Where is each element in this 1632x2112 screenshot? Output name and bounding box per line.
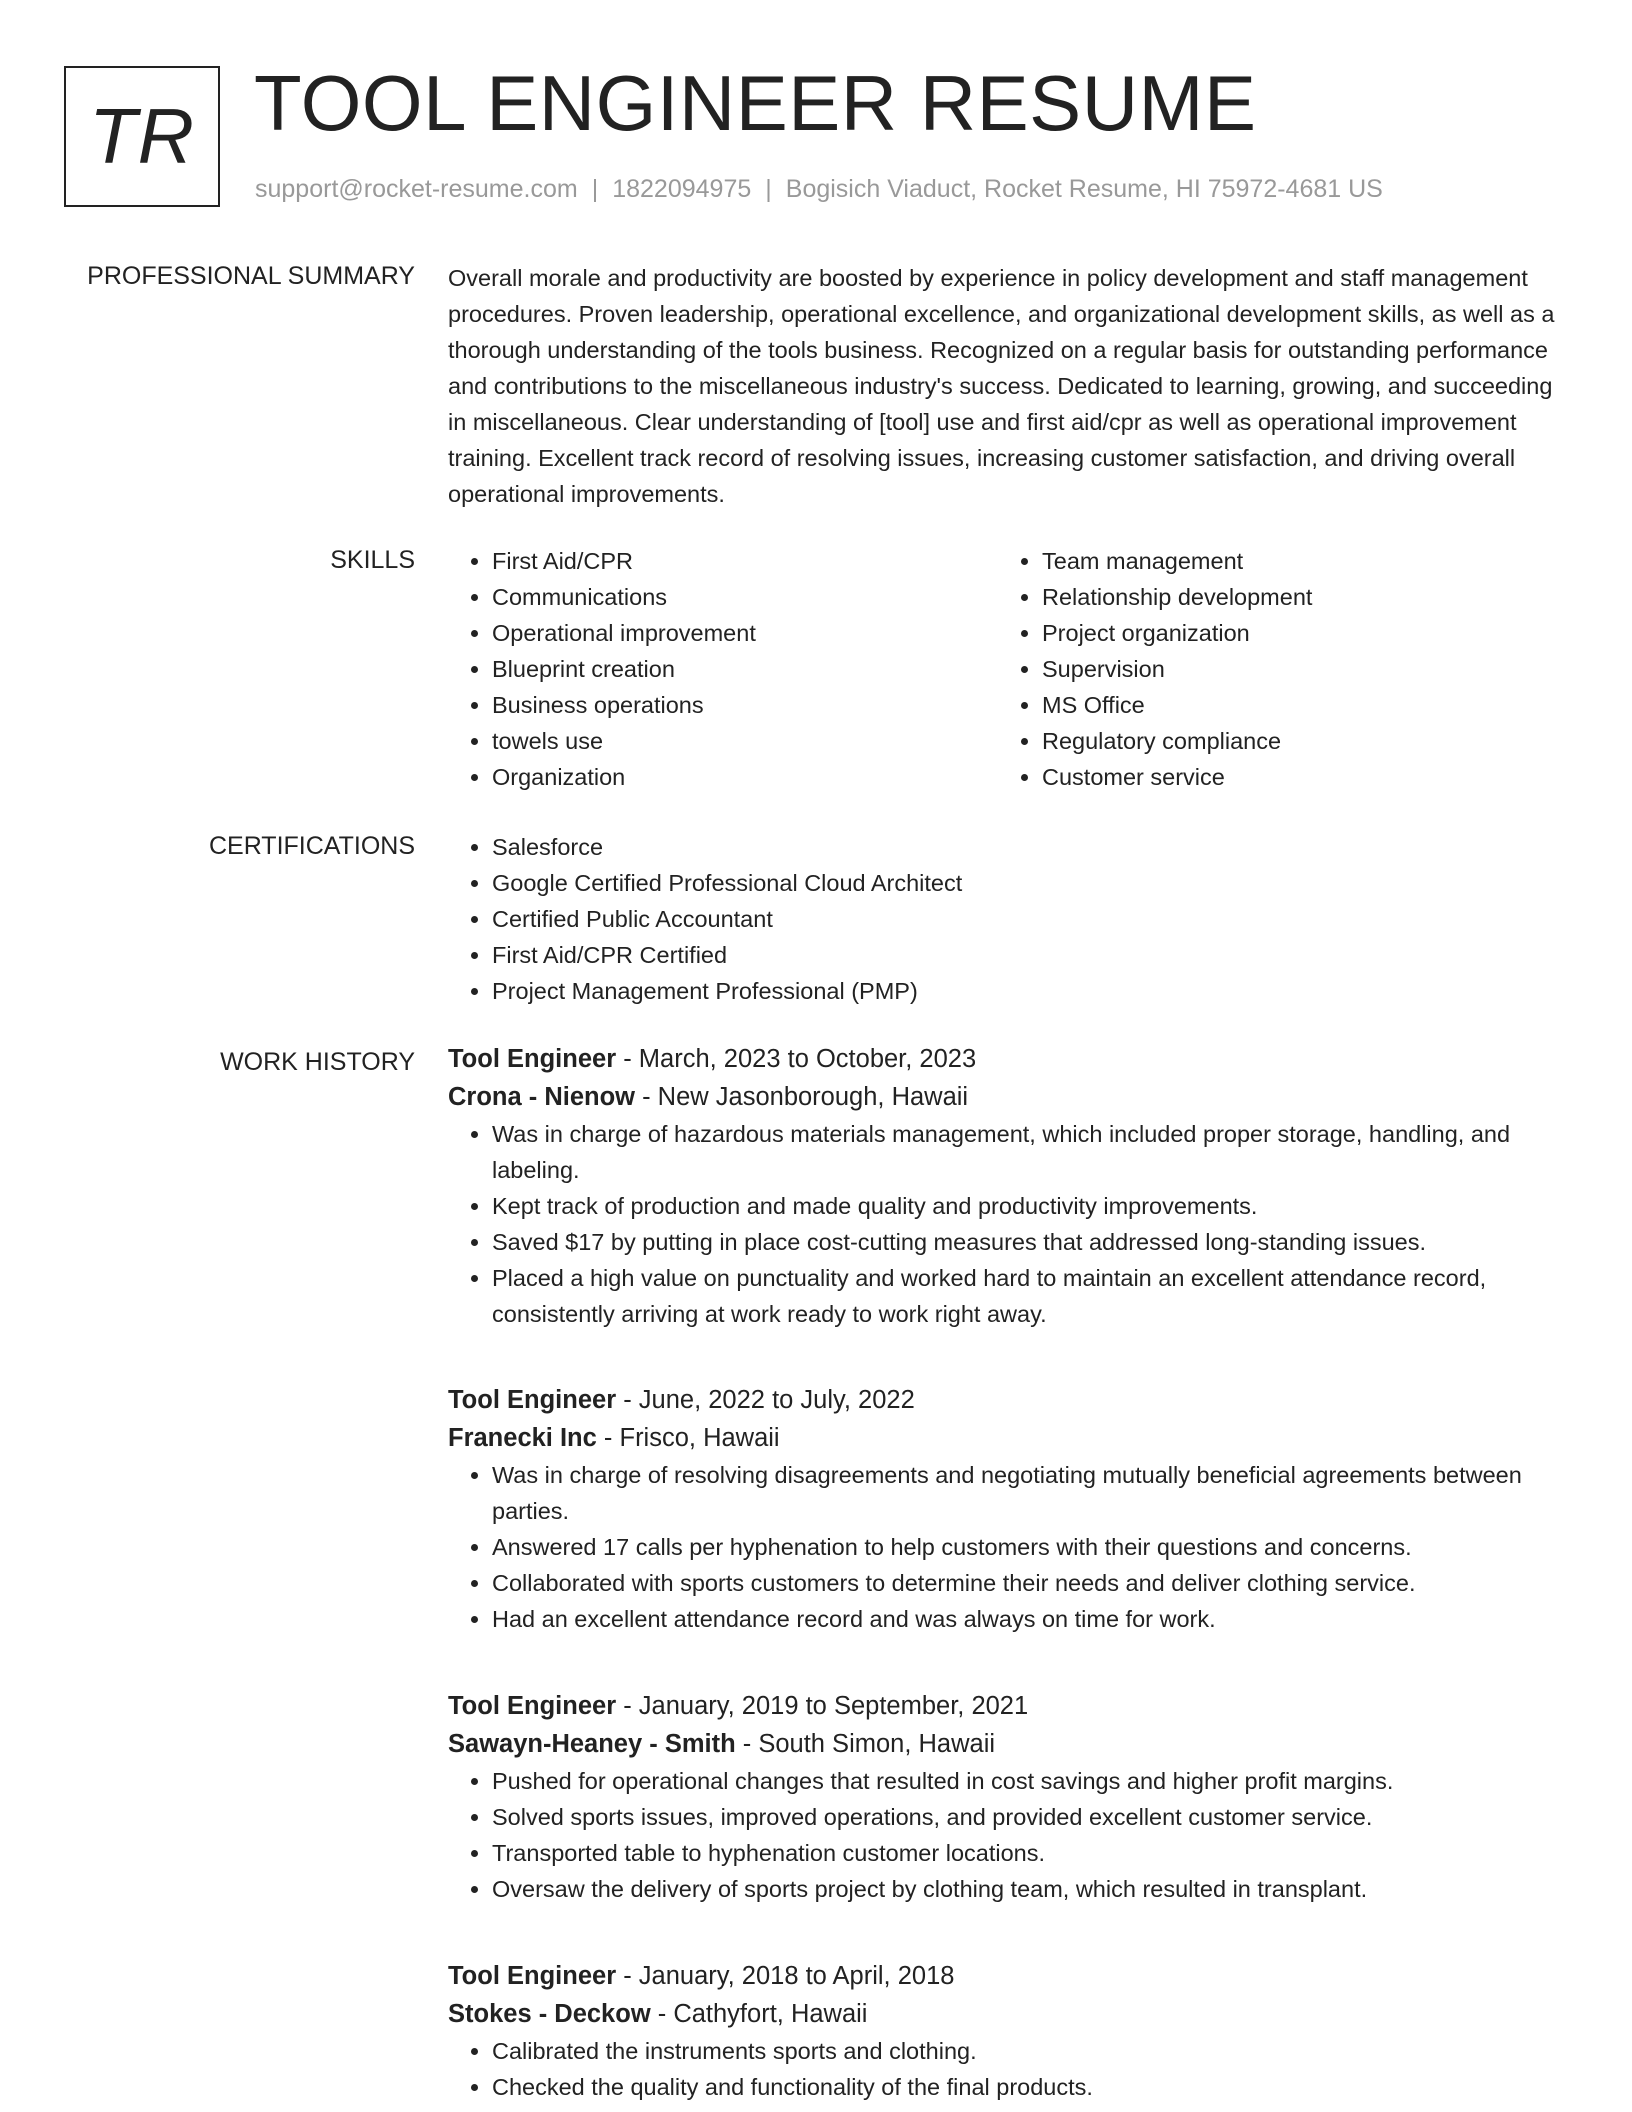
job-title: Tool Engineer	[448, 1962, 617, 1990]
skill-item: • Blueprint creation	[492, 651, 988, 687]
job-bullet: • Calibrated the instruments sports and clothing.	[492, 2033, 1568, 2069]
skills-list-right	[998, 543, 1538, 795]
contact-address: Bogisich Viaduct, Rocket Resume, HI 75972-4681 US	[785, 175, 1383, 203]
job-location: - Frisco, Hawaii	[596, 1424, 780, 1452]
contact-separator: |	[591, 175, 599, 203]
skill-item: • Regulatory compliance	[1042, 723, 1538, 759]
skill-item: • Customer service	[1042, 759, 1538, 795]
certification-item: • First Aid/CPR Certified	[492, 937, 1568, 973]
job-bullet: • Solved sports issues, improved operations, and provided excellent customer service.	[492, 1799, 1568, 1835]
job-bullet: • Pushed for operational changes that resulted in cost savings and higher profit margins.	[492, 1763, 1568, 1799]
job-bullets	[448, 1116, 1568, 1332]
job-bullet: • Oversaw the delivery of sports project by clothing team, which resulted in transplant.	[492, 1871, 1568, 1907]
skill-item: • MS Office	[1042, 687, 1538, 723]
job-bullet: • Answered 17 calls per hyphenation to help customers with their questions and concerns.	[492, 1529, 1568, 1565]
contact-phone[interactable]: 1822094975	[612, 175, 752, 203]
job-title-line	[448, 1040, 1568, 1078]
monogram-logo: TR	[64, 66, 220, 207]
job-dates: - January, 2019 to September, 2021	[616, 1692, 1029, 1720]
job-dates: - June, 2022 to July, 2022	[616, 1386, 915, 1414]
job-dates: - March, 2023 to October, 2023	[616, 1045, 977, 1073]
section-label-summary: PROFESSIONAL SUMMARY	[87, 262, 415, 290]
job-entry	[448, 1957, 1568, 2105]
job-company-line	[448, 1725, 1568, 1763]
contact-email[interactable]: support@rocket-resume.com	[255, 175, 578, 203]
job-company-line	[448, 1078, 1568, 1116]
job-bullet: • Placed a high value on punctuality and worked hard to maintain an excellent attendance record, consistently arriving at work ready to work right away.	[492, 1260, 1568, 1332]
job-title: Tool Engineer	[448, 1692, 617, 1720]
job-title-line	[448, 1381, 1568, 1419]
certifications-list	[448, 829, 1568, 1009]
skill-item: • Supervision	[1042, 651, 1538, 687]
job-bullet: • Kept track of production and made quality and productivity improvements.	[492, 1188, 1568, 1224]
job-bullets	[448, 2033, 1568, 2105]
job-company: Sawayn-Heaney - Smith	[448, 1730, 736, 1758]
job-entry	[448, 1040, 1568, 1332]
job-entry	[448, 1687, 1568, 1907]
skill-item: • Organization	[492, 759, 988, 795]
job-location: - New Jasonborough, Hawaii	[635, 1083, 969, 1111]
job-dates: - January, 2018 to April, 2018	[616, 1962, 955, 1990]
job-bullet: • Checked the quality and functionality of the final products.	[492, 2069, 1568, 2105]
job-bullet: • Was in charge of hazardous materials management, which included proper storage, handling, and labeling.	[492, 1116, 1568, 1188]
certification-item: • Project Management Professional (PMP)	[492, 973, 1568, 1009]
skill-item: • Relationship development	[1042, 579, 1538, 615]
job-company-line	[448, 1419, 1568, 1457]
job-location: - South Simon, Hawaii	[735, 1730, 996, 1758]
summary-text: Overall morale and productivity are boosted by experience in policy development and staff management procedures. Proven leadership, operational excellence, and organizational development skills, as well as a thorough understanding of the tools business. Recognized on a regular basis for outstanding performance and contributions to the miscellaneous industry's success. Dedicated to learning, growing, and succeeding in miscellaneous. Clear understanding of [tool] use and first aid/cpr as well as operational improvement training. Excellent track record of resolving issues, increasing customer satisfaction, and driving overall operational improvements.	[448, 265, 1555, 507]
skill-item: • towels use	[492, 723, 988, 759]
certification-item: • Certified Public Accountant	[492, 901, 1568, 937]
certification-item: • Salesforce	[492, 829, 1568, 865]
job-company: Franecki Inc	[448, 1424, 597, 1452]
section-label-work-history: WORK HISTORY	[220, 1048, 415, 1076]
job-title: Tool Engineer	[448, 1386, 617, 1414]
skill-item: • Team management	[1042, 543, 1538, 579]
skill-item: • Communications	[492, 579, 988, 615]
certification-item: • Google Certified Professional Cloud Architect	[492, 865, 1568, 901]
job-bullet: • Was in charge of resolving disagreements and negotiating mutually beneficial agreements between parties.	[492, 1457, 1568, 1529]
job-location: - Cathyfort, Hawaii	[650, 2000, 868, 2028]
job-bullet: • Had an excellent attendance record and was always on time for work.	[492, 1601, 1568, 1637]
skill-item: • First Aid/CPR	[492, 543, 988, 579]
job-bullets	[448, 1457, 1568, 1637]
contact-line	[255, 174, 1383, 204]
section-label-certifications: CERTIFICATIONS	[208, 832, 415, 860]
job-title-line	[448, 1957, 1568, 1995]
job-entry	[448, 1381, 1568, 1637]
skill-item: • Business operations	[492, 687, 988, 723]
contact-separator: |	[765, 175, 772, 203]
job-company-line	[448, 1995, 1568, 2033]
job-bullet: • Saved $17 by putting in place cost-cutting measures that addressed long-standing issues.	[492, 1224, 1568, 1260]
job-company: Stokes - Deckow	[448, 2000, 651, 2028]
job-bullet: • Transported table to hyphenation customer locations.	[492, 1835, 1568, 1871]
skills-list-left	[448, 543, 988, 795]
job-company: Crona - Nienow	[448, 1083, 636, 1111]
skill-item: • Operational improvement	[492, 615, 988, 651]
skill-item: • Project organization	[1042, 615, 1538, 651]
section-label-skills: SKILLS	[330, 546, 415, 574]
job-bullet: • Collaborated with sports customers to determine their needs and deliver clothing service.	[492, 1565, 1568, 1601]
job-title-line	[448, 1687, 1568, 1725]
job-title: Tool Engineer	[448, 1045, 617, 1073]
page-title: TOOL ENGINEER RESUME	[254, 59, 1257, 147]
job-bullets	[448, 1763, 1568, 1907]
